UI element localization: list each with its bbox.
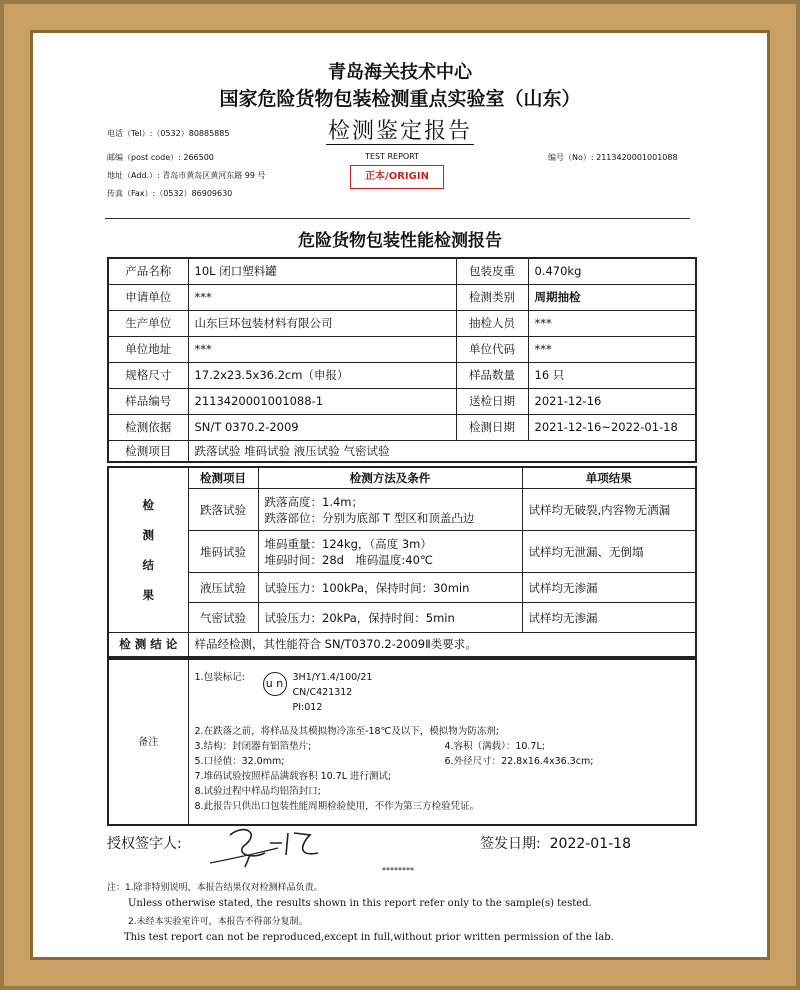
results-header-item: 检测项目 bbox=[188, 467, 258, 489]
remark-8: 8.试验过程中样品均铝箔封口; bbox=[194, 786, 321, 797]
results-table bbox=[107, 466, 697, 658]
remark-7: 7.堆码试验按照样品满载容积 10.7L 进行测试; bbox=[194, 771, 392, 782]
test-item: 液压试验 bbox=[188, 573, 258, 603]
footer-note-2: 2.未经本实验室许可，本报告不得部分复制。 bbox=[128, 917, 308, 927]
info-value: 山东巨环包装材料有限公司 bbox=[188, 310, 456, 336]
info-value: 17.2x23.5x36.2cm（申报） bbox=[188, 362, 456, 388]
footer-note-1-en: Unless otherwise stated, the results shown in this report refer only to the sample(s) tested. bbox=[128, 898, 592, 909]
address: 地址（Add.）: 青岛市黄岛区黄河东路 99 号 bbox=[107, 171, 266, 180]
info-label: 检测类别 bbox=[456, 284, 528, 310]
test-result: 试样均无破裂,内容物无洒漏 bbox=[522, 489, 696, 531]
info-label: 产品名称 bbox=[108, 258, 188, 284]
info-value: 16 只 bbox=[528, 362, 696, 388]
info-value: SN/T 0370.2-2009 bbox=[188, 414, 456, 440]
report-number: 编号（No）: 2113420001001088 bbox=[548, 153, 678, 162]
tel: 电话（Tel）:（0532）80885885 bbox=[107, 129, 230, 138]
stars: ******** bbox=[382, 866, 414, 875]
issue-date: 签发日期: 2022-01-18 bbox=[480, 836, 631, 852]
conclusion-text: 样品经检测，其性能符合 SN/T0370.2-2009Ⅱ类要求。 bbox=[188, 633, 696, 657]
lab-name: 国家危险货物包装检测重点实验室（山东） bbox=[219, 88, 581, 110]
info-label: 申请单位 bbox=[108, 284, 188, 310]
test-result: 试样均无渗漏 bbox=[522, 603, 696, 633]
postcode: 邮编（post code）: 266500 bbox=[107, 153, 214, 162]
signer-label: 授权签字人: bbox=[107, 836, 182, 852]
info-label: 样品编号 bbox=[108, 388, 188, 414]
info-label: 送检日期 bbox=[456, 388, 528, 414]
info-label: 样品数量 bbox=[456, 362, 528, 388]
remark-9: 8.此报告只供出口包装性能周期检验使用，不作为第三方检验凭证。 bbox=[194, 801, 480, 812]
remarks-table bbox=[107, 658, 697, 826]
table-row bbox=[108, 284, 696, 310]
info-value: 2113420001001088-1 bbox=[188, 388, 456, 414]
info-label: 抽检人员 bbox=[456, 310, 528, 336]
table-row bbox=[108, 531, 696, 573]
info-label: 规格尺寸 bbox=[108, 362, 188, 388]
info-value: 周期抽检 bbox=[528, 284, 696, 310]
info-value: 10L 闭口塑料罐 bbox=[188, 258, 456, 284]
remarks-content bbox=[188, 659, 696, 825]
mark-line: CN/C421312 bbox=[292, 687, 353, 698]
table-row bbox=[108, 440, 696, 462]
remark-2: 2.在跌落之前，将样品及其模拟物冷冻至-18℃及以下，模拟物为防冻剂; bbox=[194, 726, 499, 737]
remark-3: 3.结构：封闭器有铝箔垫片; bbox=[194, 741, 312, 752]
info-value: *** bbox=[528, 310, 696, 336]
remark-6: 6.外径尺寸：22.8x16.4x36.3cm; bbox=[444, 756, 594, 767]
table-row bbox=[108, 362, 696, 388]
info-label: 检测依据 bbox=[108, 414, 188, 440]
results-side-label: 检 测 结 果 bbox=[108, 467, 188, 633]
info-value: *** bbox=[528, 336, 696, 362]
footer-note-1: 注：1.除非特别说明，本报告结果仅对检测样品负责。 bbox=[107, 883, 323, 893]
test-method: 试验压力：100kPa，保持时间：30min bbox=[258, 573, 522, 603]
report-title-en: TEST REPORT bbox=[365, 152, 420, 161]
mark-line: 3H1/Y1.4/100/21 bbox=[292, 672, 373, 683]
test-method: 试验压力：20kPa，保持时间：5min bbox=[258, 603, 522, 633]
test-method: 跌落高度：1.4m； 跌落部位：分别为底部 T 型区和顶盖凸边 bbox=[258, 489, 522, 531]
info-table bbox=[107, 257, 697, 463]
conclusion-label: 检 测 结 论 bbox=[108, 633, 188, 657]
test-result: 试样均无泄漏、无倒塌 bbox=[522, 531, 696, 573]
report-heading: 危险货物包装性能检测报告 bbox=[298, 231, 502, 251]
table-row bbox=[108, 603, 696, 633]
table-row bbox=[108, 336, 696, 362]
table-row bbox=[108, 414, 696, 440]
info-value: *** bbox=[188, 336, 456, 362]
org-name: 青岛海关技术中心 bbox=[328, 62, 472, 83]
info-value: 2021-12-16 bbox=[528, 388, 696, 414]
remark-4: 4.容积（满载）：10.7L; bbox=[444, 741, 545, 752]
info-label: 单位地址 bbox=[108, 336, 188, 362]
test-item: 堆码试验 bbox=[188, 531, 258, 573]
table-row bbox=[108, 573, 696, 603]
info-value: 2021-12-16~2022-01-18 bbox=[528, 414, 696, 440]
test-method: 堆码重量：124kg，（高度 3m） 堆码时间：28d 堆码温度:40℃ bbox=[258, 531, 522, 573]
test-result: 试样均无渗漏 bbox=[522, 573, 696, 603]
info-label: 检测日期 bbox=[456, 414, 528, 440]
table-row bbox=[108, 388, 696, 414]
info-value: *** bbox=[188, 284, 456, 310]
fax: 传真（Fax）:（0532）86909630 bbox=[107, 189, 233, 198]
test-item: 跌落试验 bbox=[188, 489, 258, 531]
results-header-result: 单项结果 bbox=[522, 467, 696, 489]
items-value: 跌落试验 堆码试验 液压试验 气密试验 bbox=[188, 440, 696, 462]
info-label: 生产单位 bbox=[108, 310, 188, 336]
remarks-label: 备注 bbox=[108, 659, 188, 825]
un-logo-icon: u n bbox=[263, 672, 287, 696]
report-title: 检测鉴定报告 bbox=[327, 119, 472, 144]
table-row bbox=[108, 310, 696, 336]
conclusion-row bbox=[108, 633, 696, 657]
info-label: 单位代码 bbox=[456, 336, 528, 362]
remark-5: 5.口径值：32.0mm; bbox=[194, 756, 285, 767]
test-item: 气密试验 bbox=[188, 603, 258, 633]
mark-line: PI:012 bbox=[292, 702, 323, 713]
footer-note-2-en: This test report can not be reproduced,except in full,without prior written permission of the lab. bbox=[124, 932, 614, 943]
divider bbox=[105, 218, 690, 219]
info-label: 包装皮重 bbox=[456, 258, 528, 284]
table-row bbox=[108, 258, 696, 284]
origin-stamp: 正本/ORIGIN bbox=[350, 165, 444, 189]
info-value: 0.470kg bbox=[528, 258, 696, 284]
mark-label: 1.包装标记: bbox=[194, 672, 245, 683]
items-label: 检测项目 bbox=[108, 440, 188, 462]
results-header-method: 检测方法及条件 bbox=[258, 467, 522, 489]
table-row bbox=[108, 489, 696, 531]
handwritten-signature bbox=[190, 815, 330, 870]
